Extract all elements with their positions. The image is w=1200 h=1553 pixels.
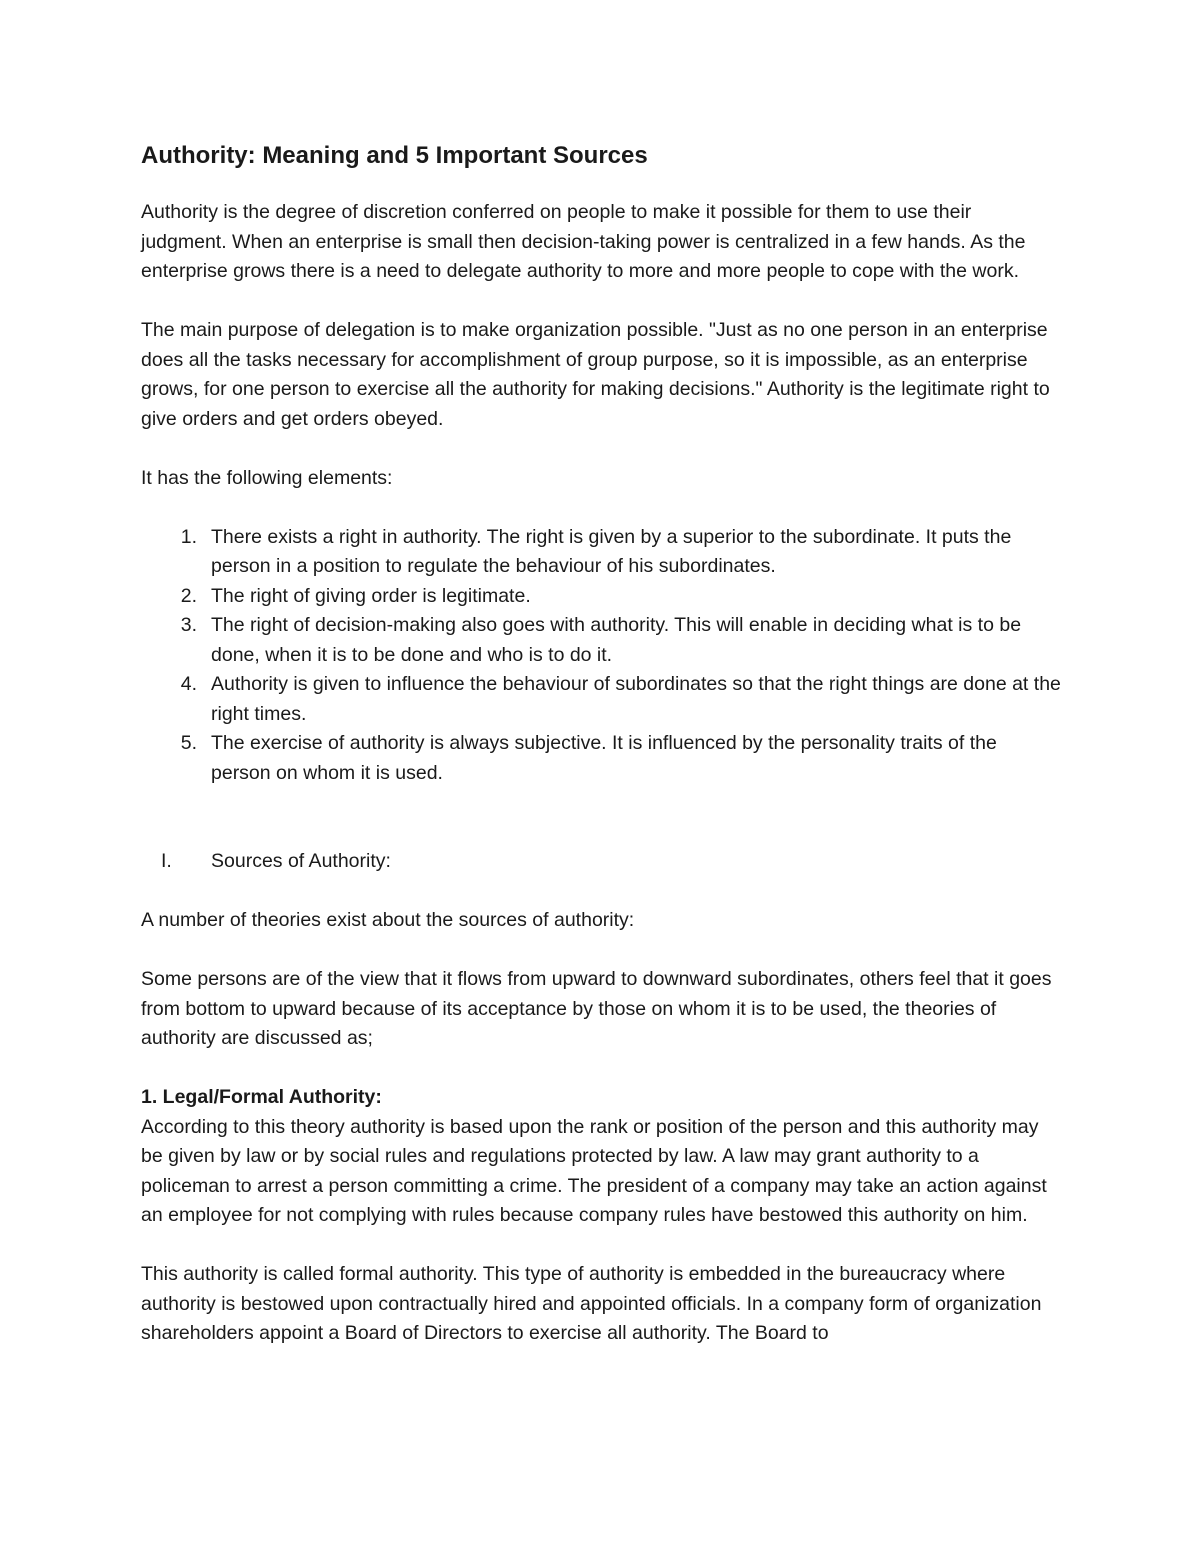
sources-heading: [141, 847, 1061, 877]
legal-section: [141, 1083, 1061, 1113]
list-item-text: The right of decision-making also goes with authority. This will enable in deciding what is to be done, when it is to be done and who is to do it.: [211, 614, 1022, 666]
elements-list: [141, 523, 1061, 789]
list-item-number: 2.: [180, 584, 197, 607]
list-item-number: 1.: [180, 525, 197, 548]
formal-authority-paragraph: This authority is called formal authority. This type of authority is embedded in the bureaucracy where authority is bestowed upon contractually hired and appointed officials. In a company form of organization shareholders appoint a Board of Directors to exercise all authority. The Board to: [141, 1263, 1042, 1344]
sources-list: [141, 847, 1061, 877]
list-item-text: There exists a right in authority. The right is given by a superior to the subordinate. It puts the person in a position to regulate the behaviour of his subordinates.: [211, 525, 1012, 577]
list-item-number: 4.: [180, 673, 197, 695]
list-item: [141, 729, 1061, 788]
elements-intro: It has the following elements:: [141, 466, 393, 489]
document-title: Authority: Meaning and 5 Important Sources: [141, 142, 648, 169]
list-item: [141, 523, 1061, 582]
list-item-text: Authority is given to influence the behaviour of subordinates so that the right things are done at the right times.: [211, 673, 1061, 725]
legal-paragraph: According to this theory authority is based upon the rank or position of the person and this authority may be given by law or by social rules and regulations protected by law. A law may grant authority to a policeman to arrest a person committing a crime. The president of a company may take an action against an employee for not complying with rules because company rules have bestowed this authority on him.: [141, 1115, 1047, 1226]
list-item: [141, 611, 1061, 670]
sources-heading-text: Sources of Authority:: [211, 850, 391, 872]
intro-paragraph: Authority is the degree of discretion conferred on people to make it possible for them to use their judgment. When an enterprise is small then decision-taking power is centralized in a few hands. As the enterprise grows there is a need to delegate authority to more and more people to cope with the work.: [141, 201, 1026, 282]
list-item-text: The right of giving order is legitimate.: [211, 584, 531, 607]
theories-intro: A number of theories exist about the sources of authority:: [141, 909, 635, 931]
list-item-number: 3.: [180, 614, 197, 636]
list-item-text: The exercise of authority is always subjective. It is influenced by the personality traits of the person on whom it is used.: [211, 732, 997, 784]
list-item: [141, 670, 1061, 729]
sources-heading-number: I.: [161, 850, 172, 872]
purpose-paragraph: The main purpose of delegation is to make organization possible. "Just as no one person in an enterprise does all the tasks necessary for accomplishment of group purpose, so it is impossible, as an enterprise grows, for one person to exercise all the authority for making decisions." Authority is the legitimate right to give orders and get orders obeyed.: [141, 319, 1050, 430]
list-item-number: 5.: [180, 732, 197, 754]
legal-authority-heading: 1. Legal/Formal Authority:: [141, 1086, 382, 1108]
list-item: [141, 582, 1061, 612]
document-page: [141, 138, 1061, 1378]
theories-paragraph: Some persons are of the view that it flows from upward to downward subordinates, others feel that it goes from bottom to upward because of its acceptance by those on whom it is to be used, the theories of authority are discussed as;: [141, 968, 1052, 1049]
